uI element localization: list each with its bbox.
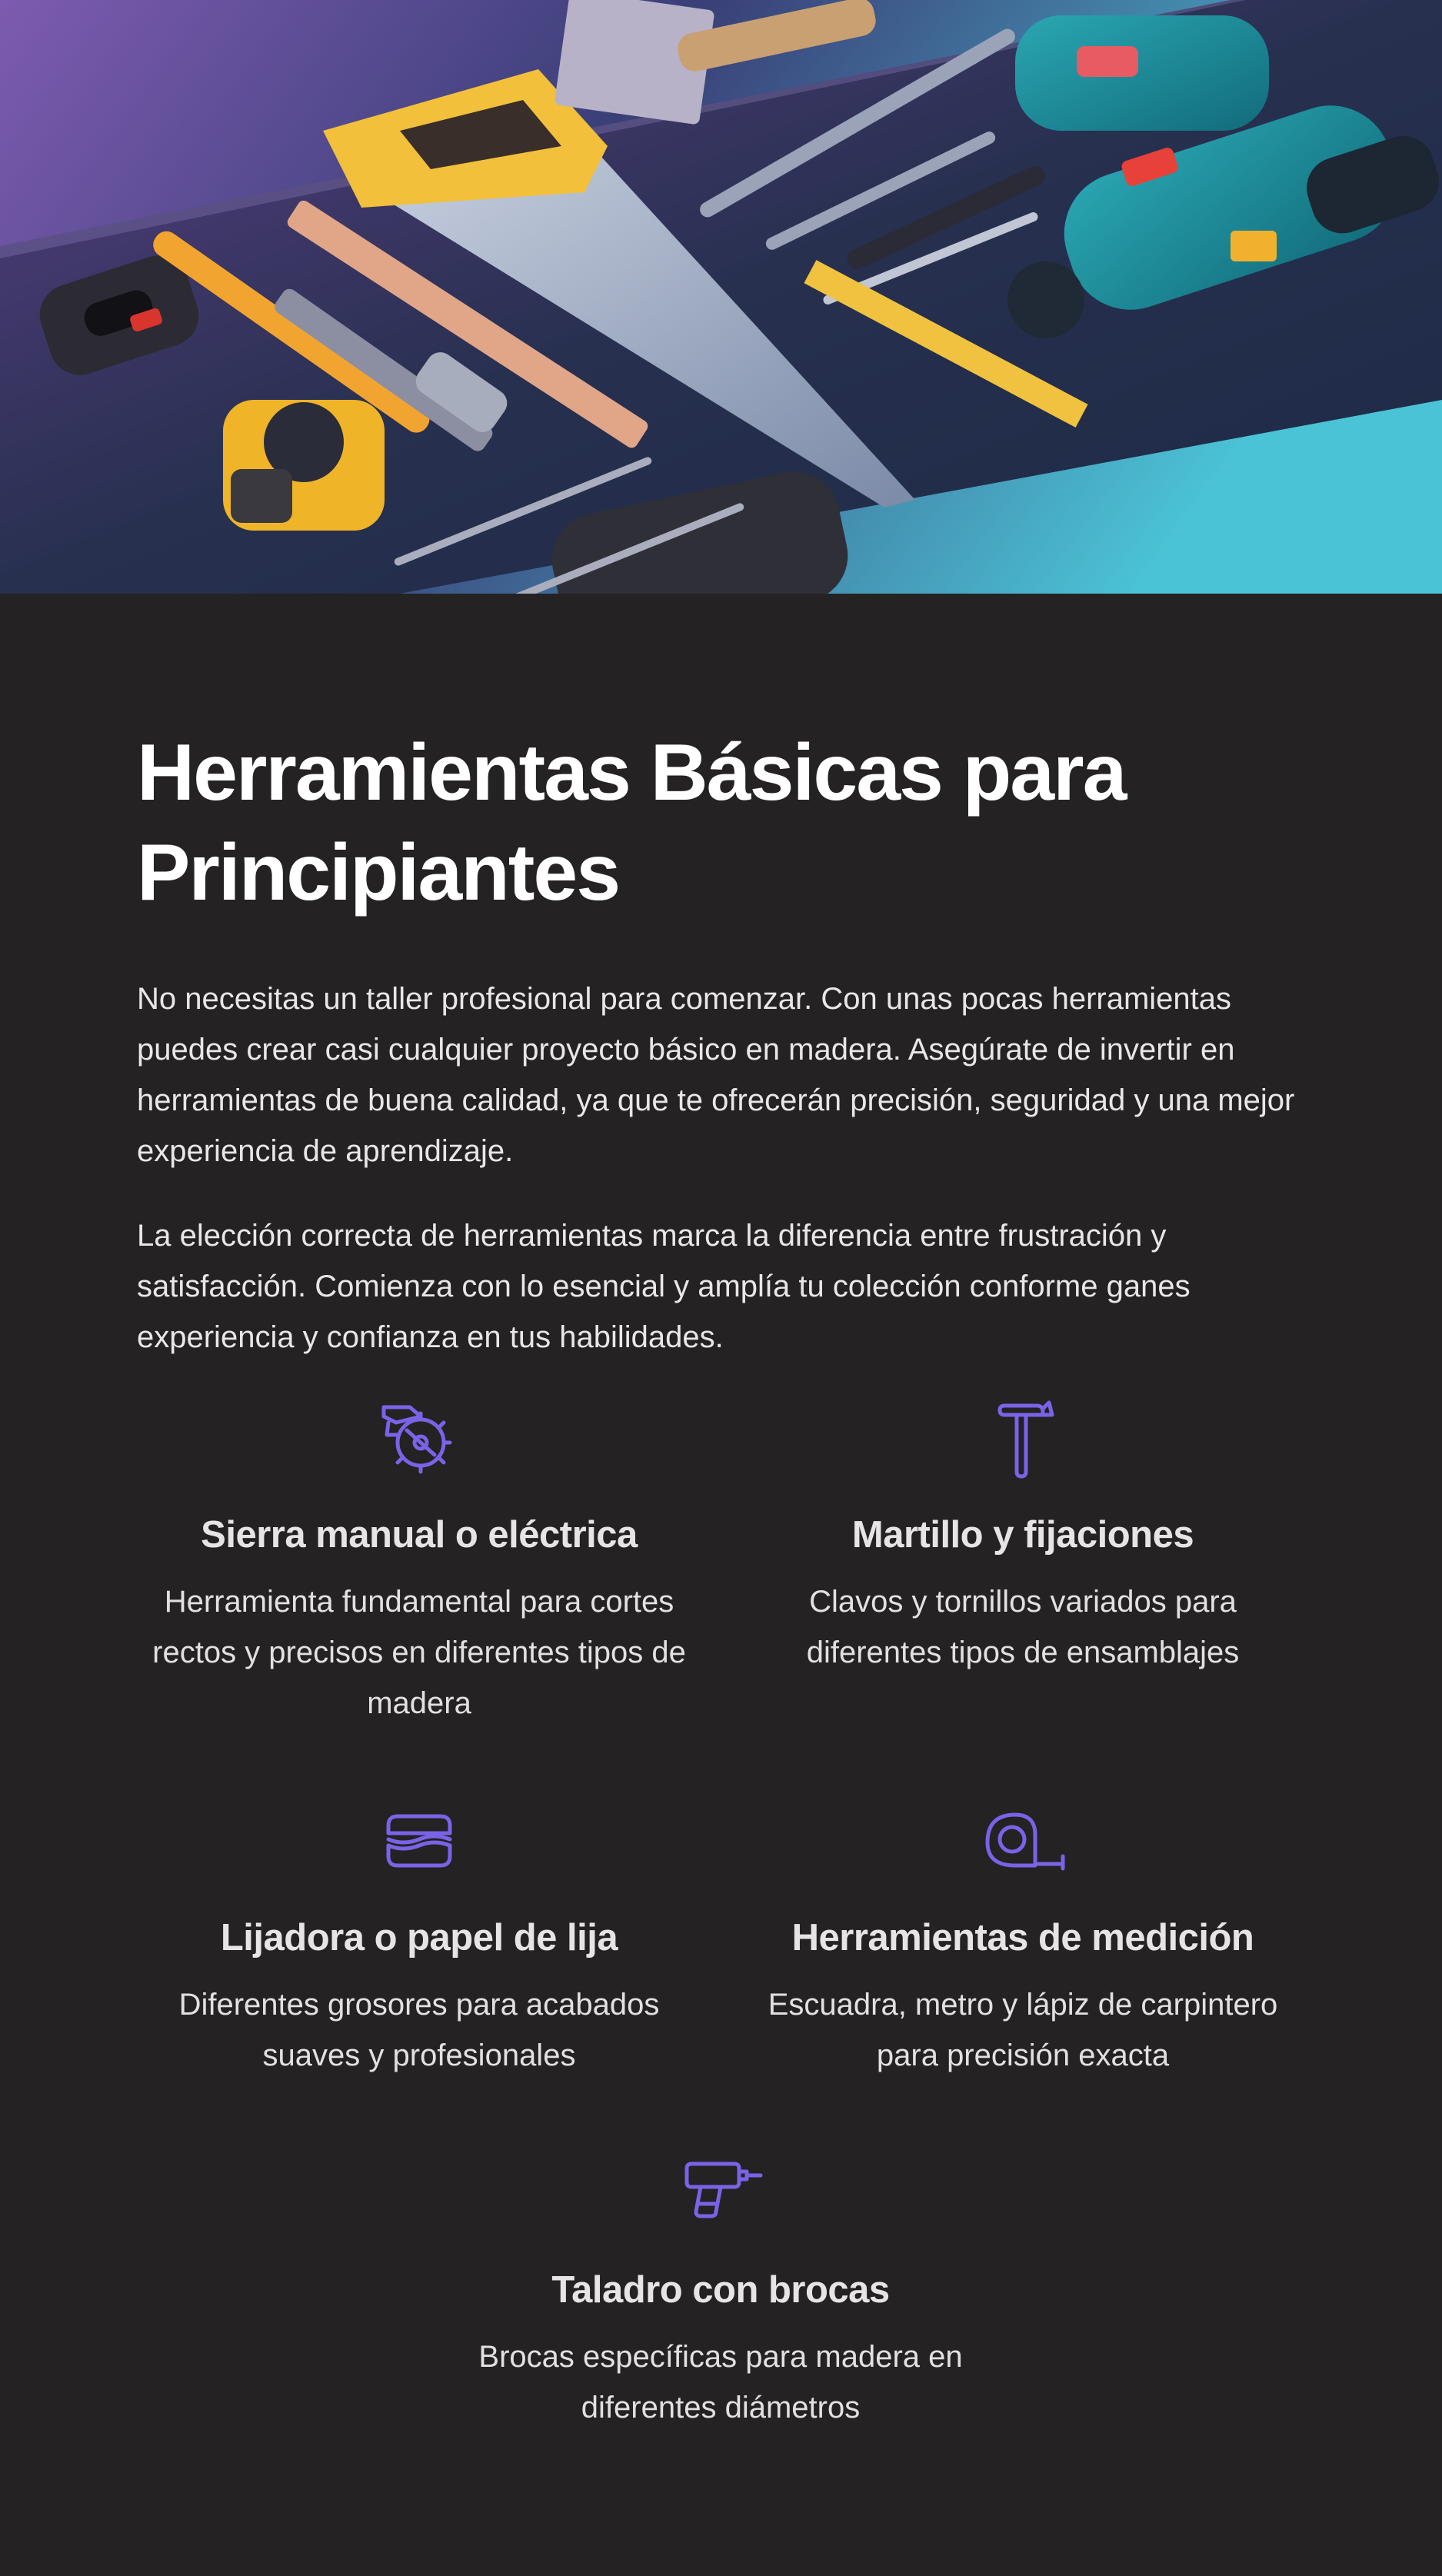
tape-measure-shape [223, 400, 385, 531]
feature-description: Diferentes grosores para acabados suaves y profesionales [178, 1988, 660, 2072]
feature-description: Brocas específicas para madera en diferentes diámetros [478, 2340, 963, 2425]
hammer-icon [977, 1392, 1069, 1484]
feature-measuring [731, 1795, 1315, 2081]
tape-measure-icon [977, 1795, 1069, 1887]
secondary-paragraph: La elección correcta de herramientas marca la diferencia entre frustración y satisfacción. Comienza con lo esencial y amplía tu colección conforme ganes experiencia y confianza en tus habilidades. [137, 1219, 1191, 1354]
drill-icon [674, 2147, 767, 2239]
sander-icon [373, 1795, 465, 1887]
feature-sander [127, 1795, 711, 2081]
feature-hammer [731, 1392, 1315, 1678]
intro-paragraph: No necesitas un taller profesional para comenzar. Con unas pocas herramientas puedes crear casi cualquier proyecto básico en madera. Asegúrate de invertir en herramientas de buena calidad, ya que te ofrecerán precisión, seguridad y una mejor experiencia de aprendizaje. [137, 982, 1295, 1168]
feature-description: Escuadra, metro y lápiz de carpintero para precisión exacta [768, 1988, 1278, 2072]
feature-drill [428, 2147, 1013, 2433]
feature-title: Sierra manual o eléctrica [201, 1514, 638, 1556]
article-content [137, 723, 1306, 1363]
feature-title: Lijadora o papel de lija [220, 1917, 618, 1959]
feature-description: Herramienta fundamental para cortes rectos y precisos en diferentes tipos de madera [152, 1585, 686, 1720]
hero-image [0, 0, 1442, 594]
feature-description: Clavos y tornillos variados para diferentes tipos de ensamblajes [806, 1585, 1240, 1669]
feature-title: Martillo y fijaciones [851, 1514, 1194, 1556]
feature-title: Taladro con brocas [551, 2269, 890, 2311]
feature-saw [127, 1392, 711, 1729]
circular-saw-icon [373, 1392, 465, 1484]
page-title: Herramientas Básicas para Principiantes [137, 728, 1126, 917]
tools-flatlay-illustration [0, 0, 1442, 594]
feature-title: Herramientas de medición [791, 1917, 1254, 1959]
